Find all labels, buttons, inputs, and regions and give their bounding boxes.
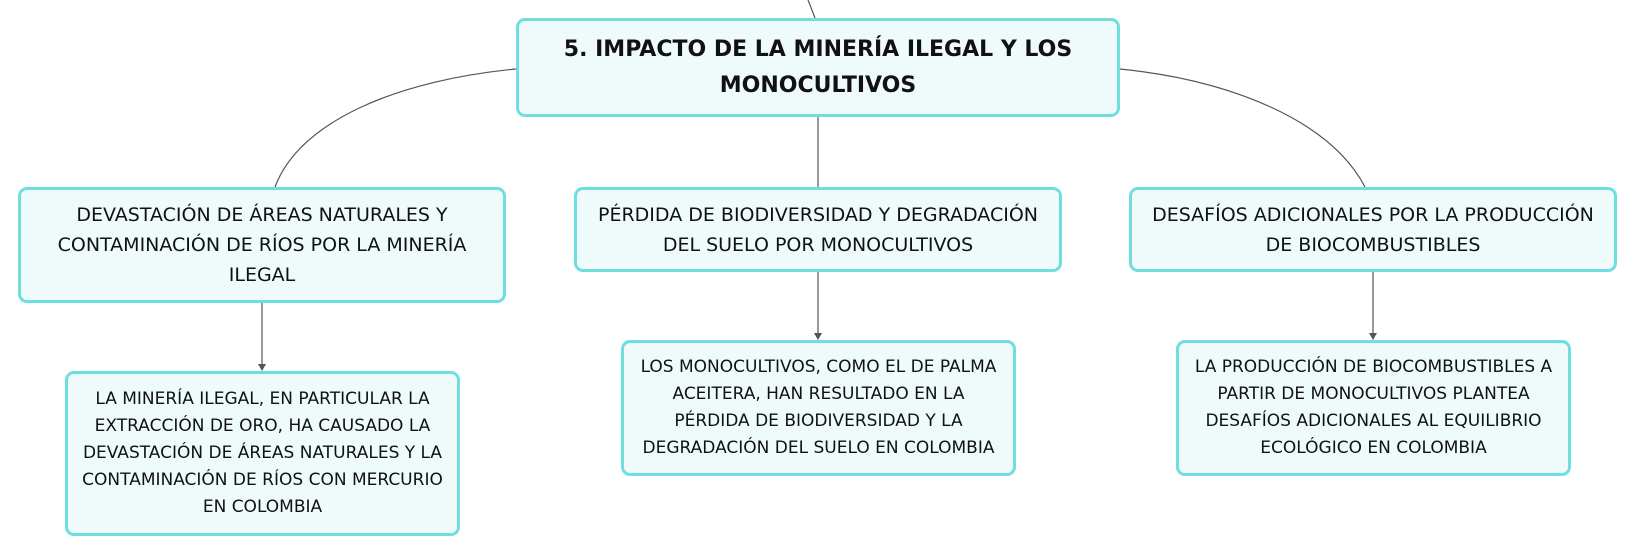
subtopic-node-mining[interactable] bbox=[18, 187, 506, 303]
detail-text: LA PRODUCCIÓN DE BIOCOMBUSTIBLES A PARTIR DE MONOCULTIVOS PLANTEA DESAFÍOS ADICIONALES AL EQUILIBRIO ECOLÓGICO EN COLOMBIA bbox=[1194, 357, 1553, 458]
connector-root-to-branch-1 bbox=[275, 69, 516, 187]
subtopic-title: DEVASTACIÓN DE ÁREAS NATURALES Y CONTAMINACIÓN DE RÍOS POR LA MINERÍA ILEGAL bbox=[57, 204, 467, 286]
connector-parent-to-root bbox=[808, 0, 815, 18]
connector-root-to-branch-3 bbox=[1120, 69, 1365, 187]
root-topic-title: 5. IMPACTO DE LA MINERÍA ILEGAL Y LOS MONOCULTIVOS bbox=[563, 36, 1073, 98]
detail-text: LA MINERÍA ILEGAL, EN PARTICULAR LA EXTRACCIÓN DE ORO, HA CAUSADO LA DEVASTACIÓN DE ÁREAS NATURALES Y LA CONTAMINACIÓN DE RÍOS CON MERCURIO EN COLOMBIA bbox=[82, 389, 443, 517]
subtopic-node-biofuels[interactable] bbox=[1129, 187, 1617, 272]
detail-node-mining[interactable] bbox=[65, 371, 460, 536]
subtopic-title: PÉRDIDA DE BIODIVERSIDAD Y DEGRADACIÓN DEL SUELO POR MONOCULTIVOS bbox=[598, 203, 1038, 256]
root-topic-node[interactable] bbox=[516, 18, 1120, 117]
arrowhead-branch-2 bbox=[814, 333, 822, 340]
detail-node-biofuels[interactable] bbox=[1176, 340, 1571, 476]
subtopic-node-monocultures[interactable] bbox=[574, 187, 1062, 272]
subtopic-title: DESAFÍOS ADICIONALES POR LA PRODUCCIÓN DE BIOCOMBUSTIBLES bbox=[1152, 203, 1594, 256]
detail-node-monocultures[interactable] bbox=[621, 340, 1016, 476]
arrowhead-branch-1 bbox=[258, 364, 266, 371]
detail-text: LOS MONOCULTIVOS, COMO EL DE PALMA ACEITERA, HAN RESULTADO EN LA PÉRDIDA DE BIODIVERSIDAD Y LA DEGRADACIÓN DEL SUELO EN COLOMBIA bbox=[640, 357, 997, 458]
arrowhead-branch-3 bbox=[1369, 333, 1377, 340]
